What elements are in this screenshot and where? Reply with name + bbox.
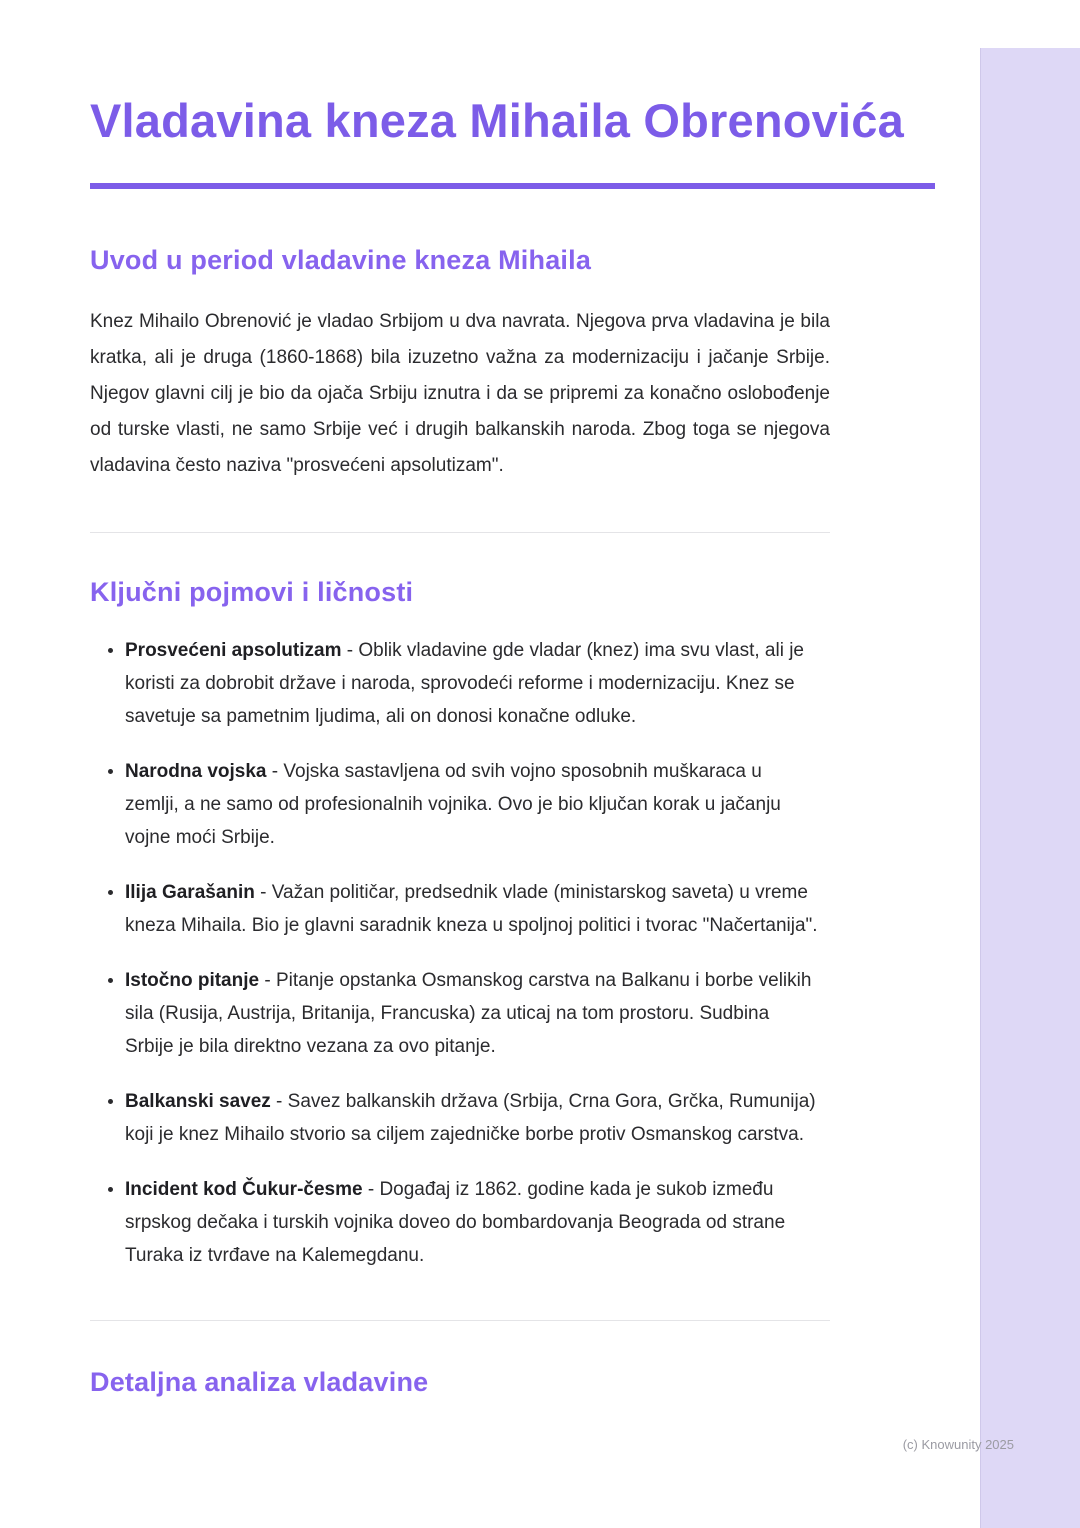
term-label: Narodna vojska bbox=[125, 761, 267, 783]
section-heading-terms: Ključni pojmovi i ličnosti bbox=[90, 577, 414, 608]
list-item bbox=[125, 964, 820, 1063]
term-label: Incident kod Čukur-česme bbox=[125, 1179, 363, 1201]
document-content bbox=[90, 92, 935, 1398]
term-label: Ilija Garašanin bbox=[125, 882, 255, 904]
footer-credit: (c) Knowunity 2025 bbox=[902, 1437, 1014, 1452]
list-item bbox=[125, 1085, 820, 1151]
term-text: - Vojska sastavljena od svih vojno sposobnih muškaraca u zemlji, a ne samo od profesionalnih vojnika. Ovo je bio ključan korak u jačanju vojne moći Srbije. bbox=[125, 761, 781, 849]
list-item bbox=[125, 634, 820, 733]
section-heading-intro: Uvod u period vladavine kneza Mihaila bbox=[90, 245, 592, 276]
term-label: Prosvećeni apsolutizam bbox=[125, 640, 342, 662]
list-item bbox=[125, 755, 820, 854]
term-text: - Važan političar, predsednik vlade (ministarskog saveta) u vreme kneza Mihaila. Bio je glavni saradnik kneza u spoljnoj politici i tvorac "Načertanija". bbox=[125, 882, 818, 937]
term-text: - Savez balkanskih država (Srbija, Crna Gora, Grčka, Rumunija) koji je knez Mihailo stvorio sa ciljem zajedničke borbe protiv Osmanskog carstva. bbox=[125, 1091, 816, 1146]
terms-list bbox=[90, 634, 820, 1272]
page-side-strip bbox=[980, 48, 1080, 1528]
term-label: Istočno pitanje bbox=[125, 970, 260, 992]
title-rule bbox=[90, 183, 935, 189]
term-text: - Događaj iz 1862. godine kada je sukob između srpskog dečaka i turskih vojnika doveo do bombardovanja Beograda od strane Turaka iz tvrđave na Kalemegdanu. bbox=[125, 1179, 786, 1267]
page-title: Vladavina kneza Mihaila Obrenovića bbox=[90, 94, 904, 147]
term-text: - Oblik vladavine gde vladar (knez) ima svu vlast, ali je koristi za dobrobit države i naroda, sprovodeći reforme i modernizaciju. Knez se savetuje sa pametnim ljudima, ali on donosi konačne odluke. bbox=[125, 640, 804, 728]
list-item bbox=[125, 876, 820, 942]
intro-paragraph: Knez Mihailo Obrenović je vladao Srbijom u dva navrata. Njegova prva vladavina je bila kratka, ali je druga (1860-1868) bila izuzetno važna za modernizaciju i jačanje Srbije. Njegov glavni cilj je bio da ojača Srbiju iznutra i da se pripremi za konačno oslobođenje od turske vlasti, ne samo Srbije već i drugih balkanskih naroda. Zbog toga se njegova vladavina često naziva "prosvećeni apsolutizam". bbox=[90, 311, 830, 477]
term-label: Balkanski savez bbox=[125, 1091, 271, 1113]
section-divider bbox=[90, 532, 830, 533]
term-text: - Pitanje opstanka Osmanskog carstva na Balkanu i borbe velikih sila (Rusija, Austrija, Britanija, Francuska) za uticaj na tom prostoru. Sudbina Srbije je bila direktno vezana za ovo pitanje. bbox=[125, 970, 812, 1058]
list-item bbox=[125, 1173, 820, 1272]
section-divider bbox=[90, 1320, 830, 1321]
section-heading-analysis: Detaljna analiza vladavine bbox=[90, 1367, 429, 1398]
